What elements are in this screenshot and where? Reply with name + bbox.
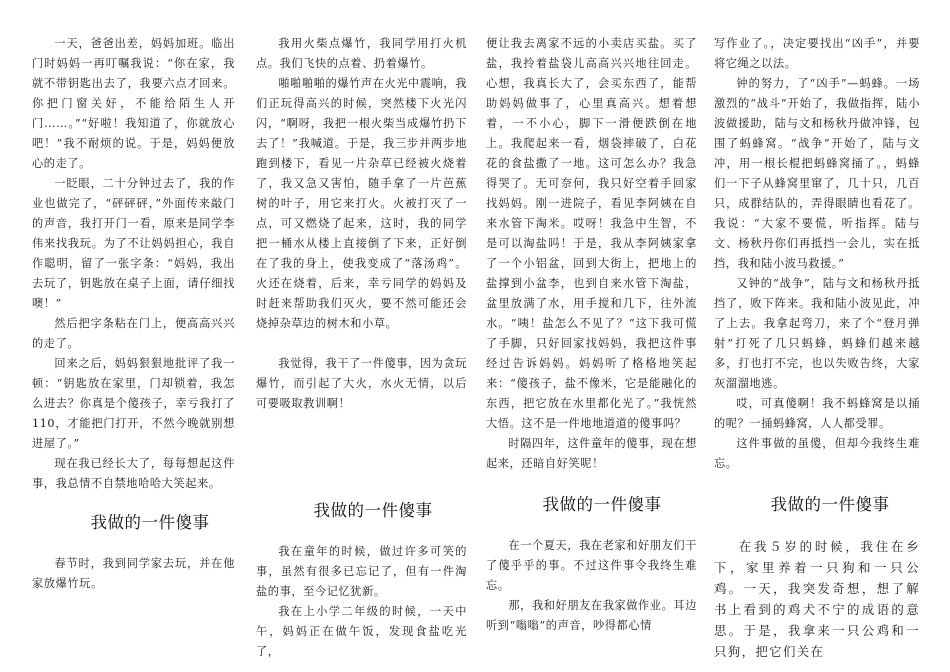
paragraph: 哎，可真傻啊！我不蚂蜂窝是以捅的呢？一捅蚂蜂窝，人人都受罪。 [714,397,920,430]
column-4-bottom [714,536,920,662]
essay-title: 我做的一件傻事 [542,495,662,514]
essay-title: 我做的一件傻事 [770,495,890,514]
paragraph: 写作业了。，决定要找出“凶手”，并要将它绳之以法。 [714,37,920,70]
paragraph: 我在童年的时候，做过许多可笑的事，虽然有很多已忘记了，但有一件淘盐的事，至今记忆犹新。 [256,545,467,598]
paragraph: 啪啪啪啪的爆竹声在火光中震响，我们正玩得高兴的时候，突然楼下火光闪闪，“啊呀，我把一根火柴当成爆竹扔下去了！”我喊道。于是，我三步并两步地跑到楼下，看见一片杂草已经被火烧着了，我又急又害怕，随手拿了一片芭蕉树的叶子，用它来打火。火被打灭了一点，可又燃烧了起来，这时，我的同学把一桶水从楼上直接倒了下来，正好倒在了我的身上，使我变成了“落汤鸡”。火还在烧着，后来，幸亏同学的妈妈及时赶来帮助我们灭火，要不然可能还会烧掉杂草边的树木和小草。 [256,77,467,330]
paragraph: 我觉得，我干了一件傻事，因为贪玩爆竹，而引起了大火，水火无情，以后可要吸取教训啊！ [256,357,467,410]
paragraph: 那，我和好朋友在我家做作业。耳边听到“嗡嗡”的声音，吵得都心情 [486,599,697,632]
column-1-top [32,34,235,494]
essay-title: 我做的一件傻事 [313,501,433,520]
paragraph: 我在上小学二年级的时候，一天中午，妈妈正在做午饭，发现食盐吃光了， [256,605,467,658]
paragraph: 然后把字条粘在门上，便高高兴兴的走了。 [32,317,235,350]
paragraph: 我用火柴点爆竹，我同学用打火机点。我们飞快的点着、扔着爆竹。 [256,37,467,70]
essay-title: 我做的一件傻事 [90,513,210,532]
column-3-top [486,34,697,474]
paragraph: 这件事做的虽傻，但却今我终生难忘。 [714,437,920,470]
paragraph: 一眨眼，二十分钟过去了，我的作业也做完了，“砰砰砰，”外面传来敲门的声音，我打开门一看，原来是同学李伟来找我玩。为了不让妈妈担心，我自作聪明，留了一张字条：“妈妈，我出去玩了，钥匙放在桌子上面，请仔细找噢！” [32,177,235,310]
paragraph: 现在我已经长大了，每每想起这件事，我总情不自禁地哈哈大笑起来。 [32,457,235,490]
column-4-top [714,34,920,474]
paragraph: 又钟的“战争”，陆与文和杨秋丹抵挡了，败下阵来。我和陆小波见此，冲了上去。我拿起弯刀，来了个“登月弹射”打死了几只蚂蜂，蚂蜂们越来越多，打也打不完，也以失败告终，大家灰溜溜地逃。 [714,277,920,390]
paragraph: 回来之后，妈妈狠狠地批评了我一顿：“钥匙放在家里，门却锁着，我怎么进去？你真是个傻孩子，幸亏我打了110，才能把门打开，不然今晚就别想进屋了。” [32,357,235,450]
paragraph: 时隔四年，这件童年的傻事，现在想起来，还暗自好笑呢！ [486,437,697,470]
paragraph: 春节时，我到同学家去玩，并在他家放爆竹玩。 [32,557,235,590]
paragraph: 钟的努力，了“凶手”—蚂蜂。一场激烈的“战斗”开始了，我做指挥，陆小波做援助，陆与文和杨秋丹做冲锋，包围了蚂蜂窝。“战争”开始了，陆与文冲，用一根长棍把蚂蜂窝捅了。，蚂蜂们一下子从蜂窝里窜了，几十只，几百只，成群结队的，弄得眼睛也看花了。我说：“大家不要慌，听指挥。陆与文、杨秋丹你们再抵挡一会儿，实在抵挡，我和陆小波马救援。” [714,77,920,270]
column-1-bottom [32,554,235,594]
column-2-top [256,34,467,414]
paragraph: 便让我去离家不远的小卖店买盐。买了盐，我拎着盐袋儿高高兴兴地往回走。心想，我真长大了，会买东西了，能帮助妈妈做事了，心里真高兴。想着想着，一不小心，脚下一滑便跌倒在地上。我爬起来一看，烟袋摔破了，白花花的食盐撒了一地。这可怎么办？我急得哭了。无可奈何，我只好空着手回家找妈妈。刚一进院子，看见李阿姨在自来水管下淘米。哎呀！我急中生智，不是可以淘盐吗！于是，我从李阿姨家拿了一个小铝盆，回到大街上，把地上的盐撑到小盆李，也到自来水管下淘盐，盆里放满了水，用手搅和几下，往外流水。“咦！盐怎么不见了？”这下我可慌了手脚，只好回家找妈妈，我把这件事经过告诉妈妈。妈妈听了格格地笑起来：“傻孩子，盐不像米，它是能融化的东西，把它放在水里都化光了。”我恍然大悟。这不是一件地地道道的傻事吗？ [486,37,697,430]
column-2-bottom [256,542,467,662]
paragraph: 在一个夏天，我在老家和好朋友们干了傻乎乎的事。不过这件事令我终生难忘。 [486,539,697,592]
paragraph: 一天，爸爸出差，妈妈加班。临出门时妈妈一再叮嘱我说：“你在家，我就不带钥匙出去了，我要六点才回来。你把门窗关好，不能给陌生人开门……。”“好啦！我知道了，你就放心吧！”我不耐烦的说。于是，妈妈便放心的走了。 [32,37,235,170]
paragraph: 在我５岁的时候，我住在乡下，家里养着一只狗和一只公鸡。一天，我突发奇想，想了解书上看到的鸡犬不宁的成语的意思。于是，我拿来一只公鸡和一只狗，把它们关在 [714,539,920,659]
column-3-bottom [486,536,697,636]
